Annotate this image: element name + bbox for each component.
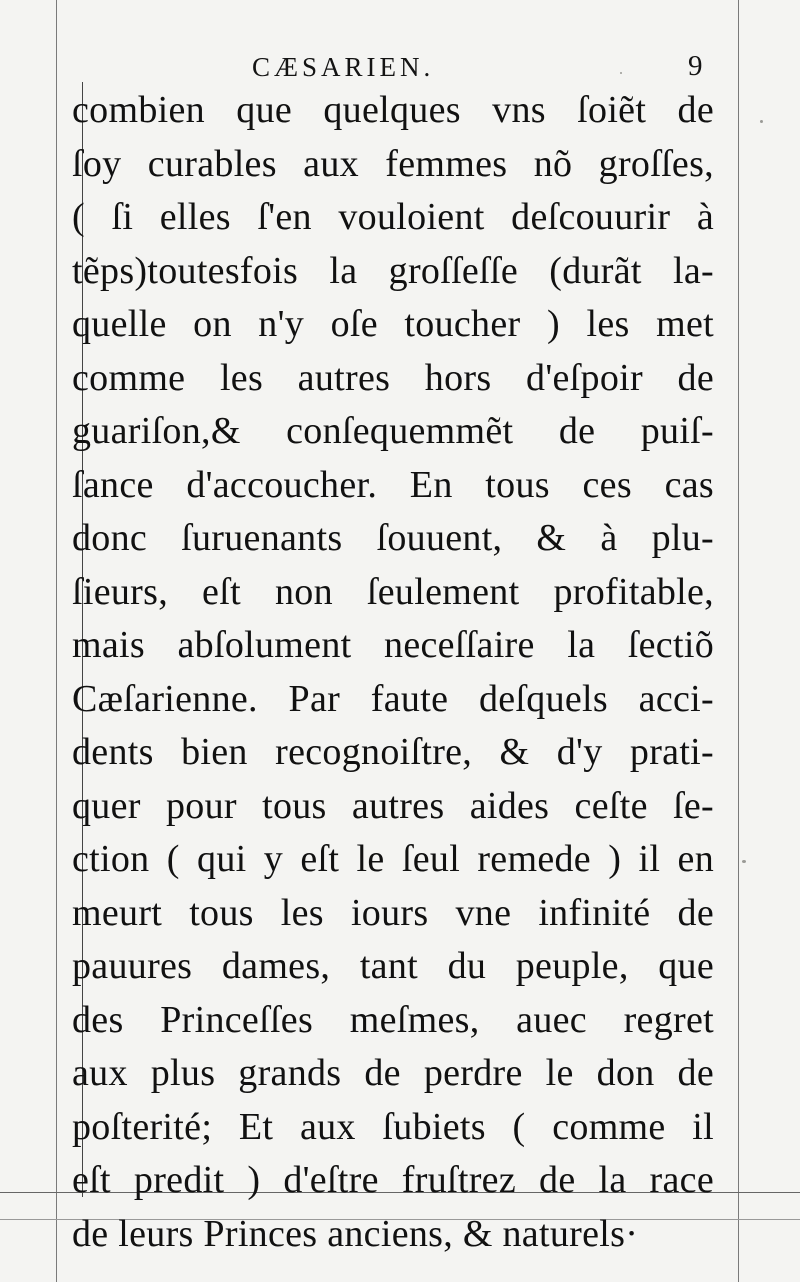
text-line: pauures dames, tant du peuple, que bbox=[72, 945, 714, 987]
text-line: dents bien recognoiſtre, & d'y prati- bbox=[72, 731, 714, 773]
paper-speck bbox=[760, 120, 763, 123]
text-line: comme les autres hors d'eſpoir de bbox=[72, 356, 714, 399]
body-text bbox=[72, 84, 714, 1261]
text-line: ſieurs, eſt non ſeulement profitable, bbox=[72, 570, 714, 613]
text-line: mais abſolument neceſſaire la ſectiõ bbox=[72, 624, 714, 666]
paper-speck bbox=[620, 72, 622, 74]
text-line: donc ſuruenants ſouuent, & à plu- bbox=[72, 517, 714, 559]
page-header bbox=[0, 48, 800, 88]
text-line: ſance d'accoucher. En tous ces cas bbox=[72, 463, 714, 506]
text-line: combien que quelques vns ſoiẽt de bbox=[72, 89, 714, 131]
text-line: ction ( qui y eſt le ſeul remede ) il en bbox=[72, 838, 714, 880]
text-line: guariſon,& conſequemmẽt de puiſ- bbox=[72, 410, 714, 452]
running-head: CÆSARIEN. bbox=[252, 52, 435, 82]
margin-rule-right bbox=[738, 0, 739, 1282]
paper-speck bbox=[742, 860, 746, 863]
text-line: aux plus grands de perdre le don de bbox=[72, 1052, 714, 1094]
text-line: quer pour tous autres aides ceſte ſe- bbox=[72, 784, 714, 827]
text-line: Cæſarienne. Par faute deſquels acci- bbox=[72, 677, 714, 720]
text-line: poſterité; Et aux ſubiets ( comme il bbox=[72, 1105, 714, 1148]
text-line: eſt predit ) d'eſtre fruſtrez de la race bbox=[72, 1159, 714, 1201]
text-line: des Princeſſes meſmes, auec regret bbox=[72, 998, 714, 1041]
page-number: 9 bbox=[688, 50, 703, 82]
text-line: meurt tous les iours vne infinité de bbox=[72, 891, 714, 934]
text-line: tẽps)toutesfois la groſſeſſe (durãt la- bbox=[72, 249, 714, 292]
text-line: quelle on n'y oſe toucher ) les met bbox=[72, 303, 714, 345]
text-line: ſoy curables aux femmes nõ groſſes, bbox=[72, 142, 714, 185]
text-line: de leurs Princes anciens, & naturels· bbox=[72, 1212, 639, 1255]
margin-rule-left bbox=[56, 0, 57, 1282]
text-line: ( ſi elles ſ'en vouloient deſcouurir à bbox=[72, 196, 714, 238]
